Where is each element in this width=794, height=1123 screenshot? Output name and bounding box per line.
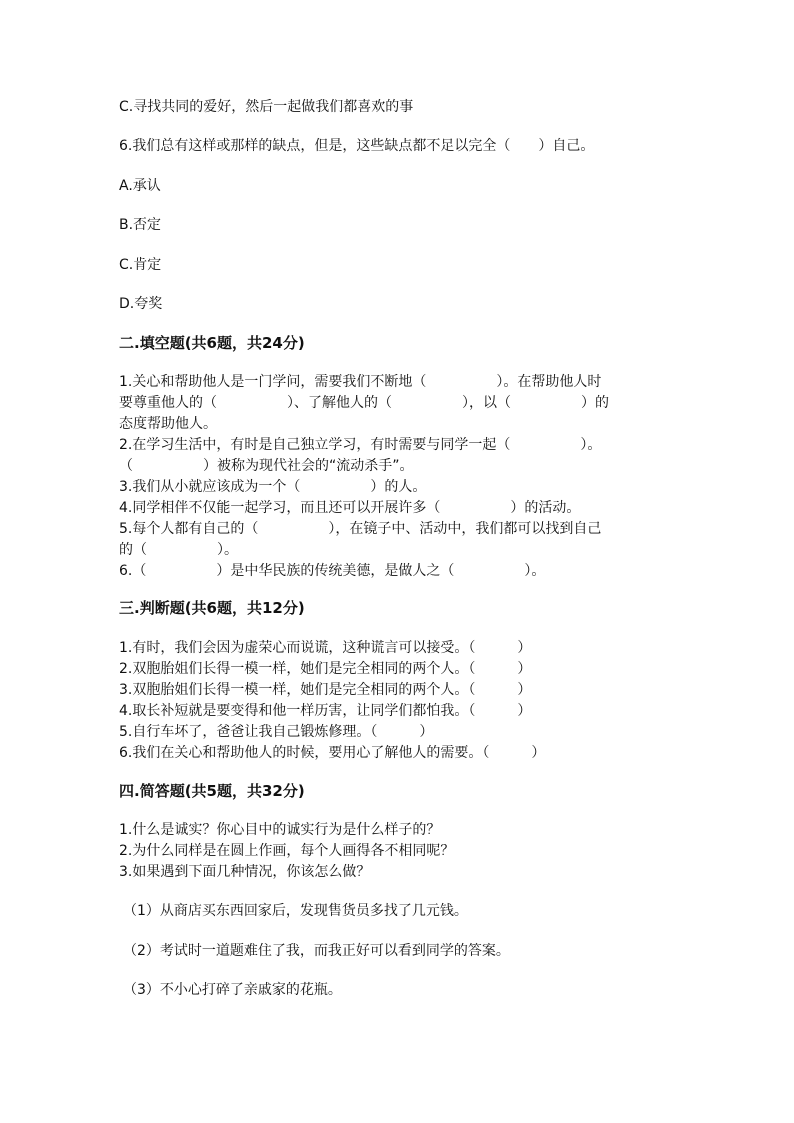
judge-line: 6.我们在关心和帮助他人的时候，要用心了解他人的需要。（ ） xyxy=(119,745,546,761)
judge-line: 1.有时，我们会因为虚荣心而说谎，这种谎言可以接受。（ ） xyxy=(119,640,532,656)
fill-line: 要尊重他人的（ ）、了解他人的（ ），以（ ）的 xyxy=(119,395,609,411)
q6-stem: 6.我们总有这样或那样的缺点，但是，这些缺点都不足以完全（ ）自己。 xyxy=(119,138,595,154)
short-answer-line: 2.为什么同样是在圆上作画，每个人画得各不相同呢？ xyxy=(119,843,455,859)
fill-line: 态度帮助他人。 xyxy=(119,416,217,432)
short-answer-line: 1.什么是诚实？你心目中的诚实行为是什么样子的？ xyxy=(119,822,441,838)
scenario-item: （1）从商店买东西回家后，发现售货员多找了几元钱。 xyxy=(123,903,468,919)
fill-line: 5.每个人都有自己的（ ），在镜子中、活动中，我们都可以找到自己 xyxy=(119,521,602,537)
fill-line: （ ）被称为现代社会的“流动杀手”。 xyxy=(119,458,414,474)
section4-heading: 四.简答题(共5题，共32分) xyxy=(119,782,305,800)
q6-option-d: D.夸奖 xyxy=(119,296,163,312)
scenario-item: （3）不小心打碎了亲戚家的花瓶。 xyxy=(123,982,342,998)
judge-line: 2.双胞胎姐们长得一模一样，她们是完全相同的两个人。（ ） xyxy=(119,661,532,677)
fill-line: 的（ ）。 xyxy=(119,542,238,558)
fill-line: 3.我们从小就应该成为一个（ ）的人。 xyxy=(119,479,427,495)
fill-line: 4.同学相伴不仅能一起学习，而且还可以开展许多（ ）的活动。 xyxy=(119,500,581,516)
short-answer-line: 3.如果遇到下面几种情况，你该怎么做？ xyxy=(119,864,371,880)
judge-line: 3.双胞胎姐们长得一模一样，她们是完全相同的两个人。（ ） xyxy=(119,682,532,698)
q6-option-a: A.承认 xyxy=(119,178,161,194)
scenario-item: （2）考试时一道题难住了我，而我正好可以看到同学的答案。 xyxy=(123,943,510,959)
fill-line: 6.（ ）是中华民族的传统美德，是做人之（ ）。 xyxy=(119,563,546,579)
q5-option-c: C.寻找共同的爱好，然后一起做我们都喜欢的事 xyxy=(119,99,414,115)
q6-option-c: C.肯定 xyxy=(119,257,162,273)
judge-line: 5.自行车坏了，爸爸让我自己锻炼修理。（ ） xyxy=(119,724,434,740)
section3-heading: 三.判断题(共6题，共12分) xyxy=(119,599,305,617)
judge-line: 4.取长补短就是要变得和他一样历害，让同学们都怕我。（ ） xyxy=(119,703,532,719)
fill-line: 2.在学习生活中，有时是自己独立学习，有时需要与同学一起（ ）。 xyxy=(119,437,602,453)
fill-line: 1.关心和帮助他人是一门学问，需要我们不断地（ ）。在帮助他人时 xyxy=(119,374,602,390)
section2-heading: 二.填空题(共6题，共24分) xyxy=(119,334,305,352)
q6-option-b: B.否定 xyxy=(119,217,162,233)
